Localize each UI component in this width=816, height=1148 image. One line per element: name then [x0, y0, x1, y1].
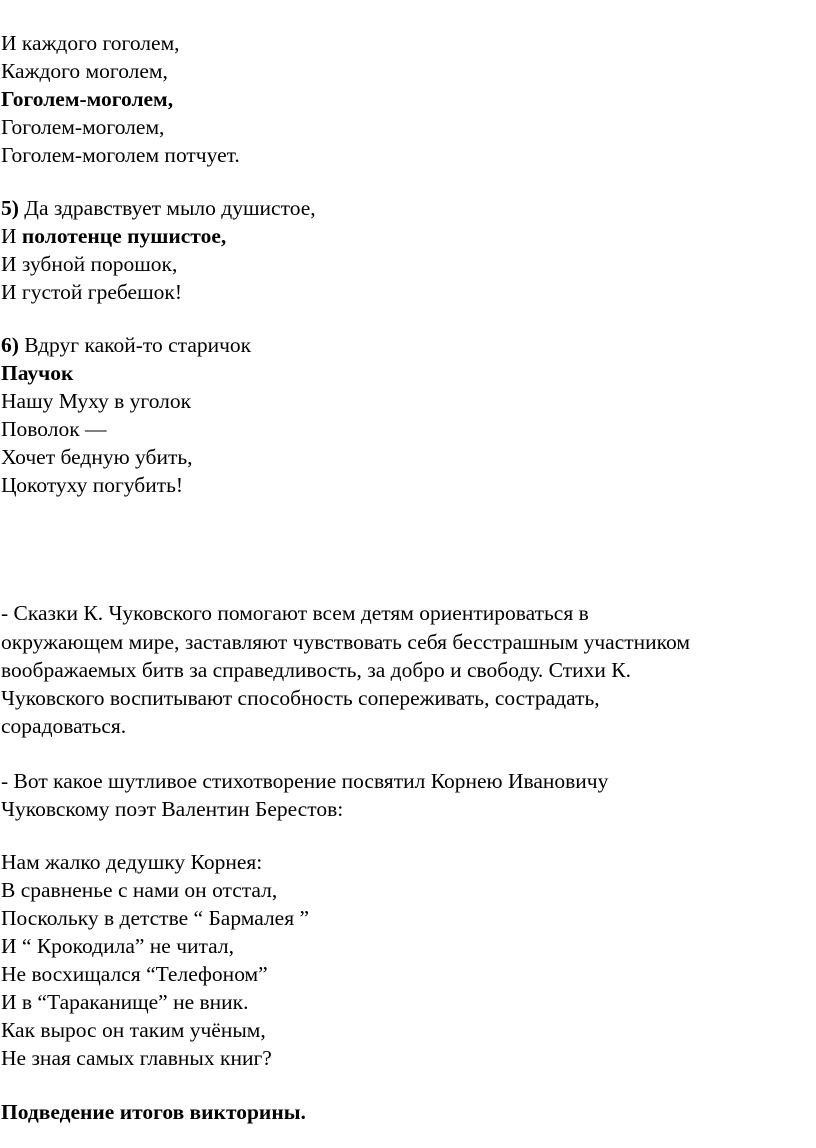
stanza4-line1: И каждого гоголем, — [1, 31, 180, 55]
stanza6-line1 — [1, 332, 251, 359]
stanza4-line4: Гоголем-моголем, — [1, 115, 165, 139]
stanza6-number: 6) — [1, 333, 19, 357]
stanza6-line1-text: Вдруг какой-то старичок — [18, 333, 252, 357]
poem-line1: Нам жалко дедушку Корнея: — [1, 850, 263, 874]
poem-line7: Как вырос он таким учёным, — [1, 1018, 266, 1042]
section-heading: Подведение итогов викторины. — [1, 1100, 306, 1124]
poem-line8: Не зная самых главных книг? — [1, 1046, 272, 1070]
stanza5-number: 5) — [1, 196, 19, 220]
stanza5-line2-bold: полотенце пушистое, — [21, 224, 227, 248]
stanza5-line4: И густой гребешок! — [1, 280, 182, 304]
paragraph1-line4: Чуковского воспитывают способность сопереживать, сострадать, — [1, 686, 600, 710]
stanza6-line4: Поволок — — [1, 417, 107, 441]
stanza5-line2 — [1, 223, 226, 250]
poem-line2: В сравненье с нами он отстал, — [1, 878, 278, 902]
stanza5-line2-prefix: И — [1, 224, 22, 248]
stanza5-line1-text: Да здравствует мыло душистое, — [18, 196, 316, 220]
poem-line4: И “ Крокодила” не читал, — [1, 934, 235, 958]
stanza4-line3: Гоголем-моголем, — [1, 87, 174, 111]
paragraph1-line2: окружающем мире, заставляют чувствовать себя бесстрашным участником — [1, 630, 690, 654]
paragraph1-line1: - Сказки К. Чуковского помогают всем детям ориентироваться в — [1, 601, 589, 625]
paragraph2-line1: - Вот какое шутливое стихотворение посвятил Корнею Ивановичу — [1, 769, 609, 793]
stanza6-line6: Цокотуху погубить! — [1, 473, 184, 497]
stanza6-line5: Хочет бедную убить, — [1, 445, 193, 469]
paragraph1-line3: воображаемых битв за справедливость, за добро и свободу. Стихи К. — [1, 658, 631, 682]
paragraph1-line5: сорадоваться. — [1, 714, 127, 738]
stanza6-line2: Паучок — [1, 361, 74, 385]
paragraph2-line2: Чуковскому поэт Валентин Берестов: — [1, 797, 344, 821]
stanza4-line2: Каждого моголем, — [1, 59, 168, 83]
poem-line6: И в “Тараканище” не вник. — [1, 990, 249, 1014]
stanza5-line1 — [1, 195, 316, 222]
stanza5-line3: И зубной порошок, — [1, 252, 178, 276]
poem-line5: Не восхищался “Телефоном” — [1, 962, 268, 986]
stanza6-line3: Нашу Муху в уголок — [1, 389, 192, 413]
stanza4-line5: Гоголем-моголем потчует. — [1, 143, 240, 167]
poem-line3: Поскольку в детстве “ Бармалея ” — [1, 906, 310, 930]
